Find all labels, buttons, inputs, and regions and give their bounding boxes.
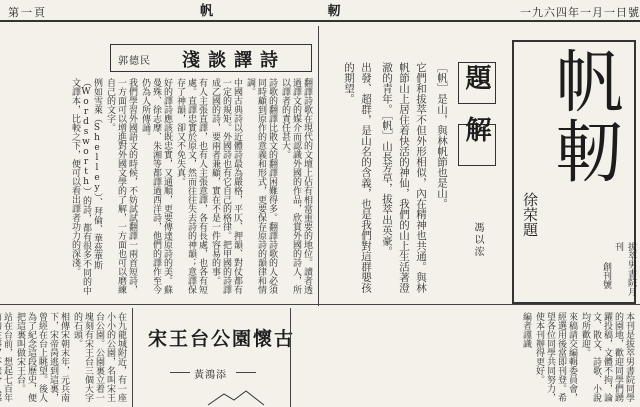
essay-paragraph: 好的譯詩應該既忠實，又通順，更要傳達原詩的美。蘇曼殊、徐志摩、朱湘等都譯過西洋詩，他們的譯作至今仍為人所傳誦。 — [140, 78, 172, 294]
bottom-article-title: 宋王台公園懷古 — [148, 328, 296, 350]
title-explain-heading: 題解 — [461, 64, 491, 168]
page-marker: 第一頁 — [8, 6, 47, 19]
bottom-article-author: 黃鴻添 — [194, 370, 227, 381]
essay-title: 淺談譯詩 — [182, 50, 286, 71]
title-explain-paragraph: 它們和拔萃不但外形相似，內在精神也共通。與林帆節山上居住着快活的神仙，我們的山上生活著澄澈的青年。［帆］山長芳草，拔萃出英豪。 — [381, 62, 427, 293]
essay-paragraph: 例如雪萊（Shelley）、拜倫、華茲華斯（Wordsworth）的詩，都有很多不同的中文譯本，比較之下，便可以看出譯者功力的深淺。 — [70, 78, 102, 295]
bottom-article-paragraph: 在九龍城附近，有一座小小的公園，名叫宋王台公園。公園裏立着一塊刻有宋王台三個大字的石頭。 — [72, 312, 126, 402]
title-explain-paragraph: ［帆］是山，與林帆節也是山。 — [436, 62, 448, 209]
bottom-divider-left — [132, 308, 133, 407]
pub-date: 一九六四年一月一日號 — [520, 6, 640, 19]
bottom-article-paragraph: 站在台前，想起七百年 — [2, 312, 12, 402]
title-explain-paragraph: 出發、超群，是山名的含義，也是我們對這群嬰孩的期望。 — [343, 62, 372, 293]
bottom-right-paragraph: 本刊是拔萃男書院同學的園地，歡迎同學們踴躍投稿，文體不拘，論文、散文、詩歌、小說均所歡迎。 — [580, 312, 634, 402]
essay-paragraph: 我們學習外國語文的時候，不妨試試翻譯一兩首短詩，一方面可以增進對外國文學的了解，一方面也可以磨練自己的文字。 — [105, 78, 137, 294]
landscape-sketch-icon — [206, 388, 266, 406]
author-rule-right — [236, 372, 256, 373]
publisher-line2: 創刊號 — [601, 262, 611, 289]
masthead-name-small: 帆 軔 — [200, 4, 345, 19]
publisher-line1: 拔萃男書院月刊 — [613, 242, 636, 296]
bottom-right-paragraph: 來稿請交編輯委員會，經選用後當即刊登。希望各位同學共同努力，使本刊辦得更好。 — [534, 312, 577, 402]
bottom-right-body — [296, 312, 634, 404]
title-explain-body — [330, 62, 450, 298]
essay-paragraph: 詩歌的翻譯比散文的翻譯困難得多。翻譯詩歌的人必須同時顧到原作的意義和形式，更要保存原詩的韻律和情調。 — [245, 78, 277, 294]
calligraphy-credit: 徐荣題 — [521, 192, 539, 237]
essay-author: 郭德民 — [118, 56, 151, 67]
column-divider — [318, 26, 319, 306]
masthead-box — [512, 40, 636, 304]
essay-paragraph: 有人主張直譯，也有人主張意譯，各有長處，也各有短處。直譯忠實於原文，然而往往失去詩的神韻；意譯保存了神韻，卻又不免失真。 — [175, 78, 207, 294]
section-divider — [0, 304, 640, 305]
essay-paragraph: 中國古典詩以近體詩最為嚴格，平仄、押韻、對仗都有一定的規矩。外國詩也有它自己的格律。把甲國的詩譯成乙國的詩，要兩者兼顧，實在不是一件容易的事。 — [210, 78, 242, 294]
essay-body — [8, 78, 312, 296]
bottom-right-paragraph: 編者謹識 — [521, 312, 531, 348]
header-rule — [0, 20, 640, 22]
author-rule-left — [170, 372, 190, 373]
bottom-article-paragraph: 相傳宋朝末年，元兵南下，宋帝昺逃到這裏，曾經在台上眺望。後人為了紀念這段歷史，便把這裏叫做宋王台。 — [15, 312, 69, 402]
bottom-divider-mid — [290, 308, 291, 407]
masthead-logo: 帆軔 — [544, 46, 623, 186]
title-explain-author: 馮以浤 — [472, 222, 483, 258]
bottom-left-body — [2, 312, 126, 404]
essay-paragraph: 翻譯詩歌在現代的文壇上佔有相當重要的地位。讀者透過譯文的媒介而認識外國的作品，欣賞外國的詩人，所以譯者的責任甚大。 — [280, 78, 312, 294]
